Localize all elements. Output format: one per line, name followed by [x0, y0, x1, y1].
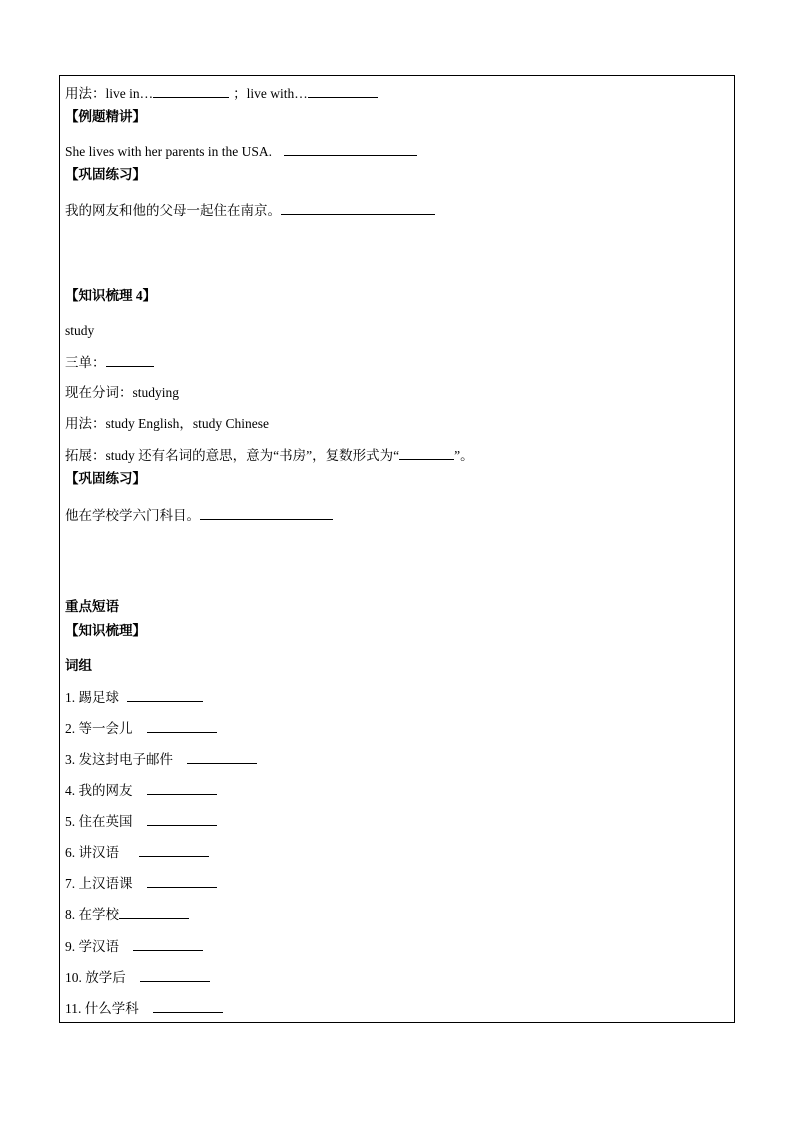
phrase-blank[interactable] — [153, 999, 223, 1013]
phrase-text: 4. 我的网友 — [65, 783, 133, 798]
practice-2-blank[interactable] — [200, 506, 333, 520]
extension-text-before: 拓展：study 还有名词的意思，意为“书房”，复数形式为“ — [65, 448, 400, 463]
phrase-blank[interactable] — [119, 905, 189, 919]
usage-separator: ； — [233, 86, 247, 101]
phrase-item — [65, 843, 209, 862]
present-participle: 现在分词：studying — [65, 385, 180, 400]
phrase-blank[interactable] — [147, 781, 217, 795]
phrase-item — [65, 905, 189, 924]
phrase-text: 2. 等一会儿 — [65, 721, 133, 736]
phrase-text: 5. 住在英国 — [65, 814, 133, 829]
phrase-text: 8. 在学校 — [65, 907, 119, 922]
plural-form-blank[interactable] — [399, 446, 454, 460]
phrase-item — [65, 874, 217, 893]
phrases-label: 词组 — [65, 658, 92, 673]
phrase-blank[interactable] — [139, 843, 209, 857]
phrase-text: 9. 学汉语 — [65, 939, 119, 954]
practice-2-text: 他在学校学六门科目。 — [65, 508, 200, 523]
phrase-text: 10. 放学后 — [65, 970, 126, 985]
practice-2-line — [65, 506, 333, 525]
phrase-item — [65, 999, 223, 1018]
phrase-blank[interactable] — [147, 874, 217, 888]
practice-heading-2: 【巩固练习】 — [65, 471, 146, 486]
phrase-text: 6. 讲汉语 — [65, 845, 119, 860]
practice-heading-1: 【巩固练习】 — [65, 167, 146, 182]
example-line — [65, 142, 417, 161]
knowledge-heading-4: 【知识梳理 4】 — [65, 288, 157, 303]
phrase-item — [65, 719, 217, 738]
usage-live-line — [65, 84, 378, 103]
phrase-blank[interactable] — [147, 719, 217, 733]
phrase-item — [65, 968, 210, 987]
usage-study: 用法：study English，study Chinese — [65, 416, 270, 431]
live-with-text: live with… — [246, 86, 308, 101]
practice-1-blank[interactable] — [281, 201, 435, 215]
phrase-blank[interactable] — [140, 968, 210, 982]
phrase-item — [65, 688, 203, 707]
key-phrases-title: 重点短语 — [65, 599, 119, 614]
phrase-blank[interactable] — [187, 750, 257, 764]
phrase-item — [65, 750, 257, 769]
live-in-blank[interactable] — [153, 84, 229, 98]
phrase-text: 11. 什么学科 — [65, 1001, 139, 1016]
knowledge-heading: 【知识梳理】 — [65, 623, 146, 638]
practice-1-line — [65, 201, 435, 220]
phrase-text: 1. 踢足球 — [65, 690, 119, 705]
phrase-item — [65, 937, 203, 956]
live-in-text: live in… — [105, 86, 154, 101]
example-heading: 【例题精讲】 — [65, 109, 146, 124]
phrase-text: 3. 发这封电子邮件 — [65, 752, 173, 767]
usage-prefix: 用法： — [65, 86, 106, 101]
third-person-line — [65, 353, 154, 372]
example-sentence: She lives with her parents in the USA. — [65, 144, 272, 159]
phrase-item — [65, 781, 217, 800]
practice-1-text: 我的网友和他的父母一起住在南京。 — [65, 203, 281, 218]
third-person-label: 三单： — [65, 355, 106, 370]
example-answer-blank[interactable] — [284, 142, 417, 156]
phrase-blank[interactable] — [133, 937, 203, 951]
phrase-item — [65, 812, 217, 831]
word-study: study — [65, 323, 95, 338]
live-with-blank[interactable] — [308, 84, 378, 98]
extension-text-after: ”。 — [454, 448, 474, 463]
third-person-blank[interactable] — [106, 353, 154, 367]
phrase-blank[interactable] — [147, 812, 217, 826]
phrase-text: 7. 上汉语课 — [65, 876, 133, 891]
extension-line — [65, 446, 474, 465]
phrase-blank[interactable] — [127, 688, 203, 702]
